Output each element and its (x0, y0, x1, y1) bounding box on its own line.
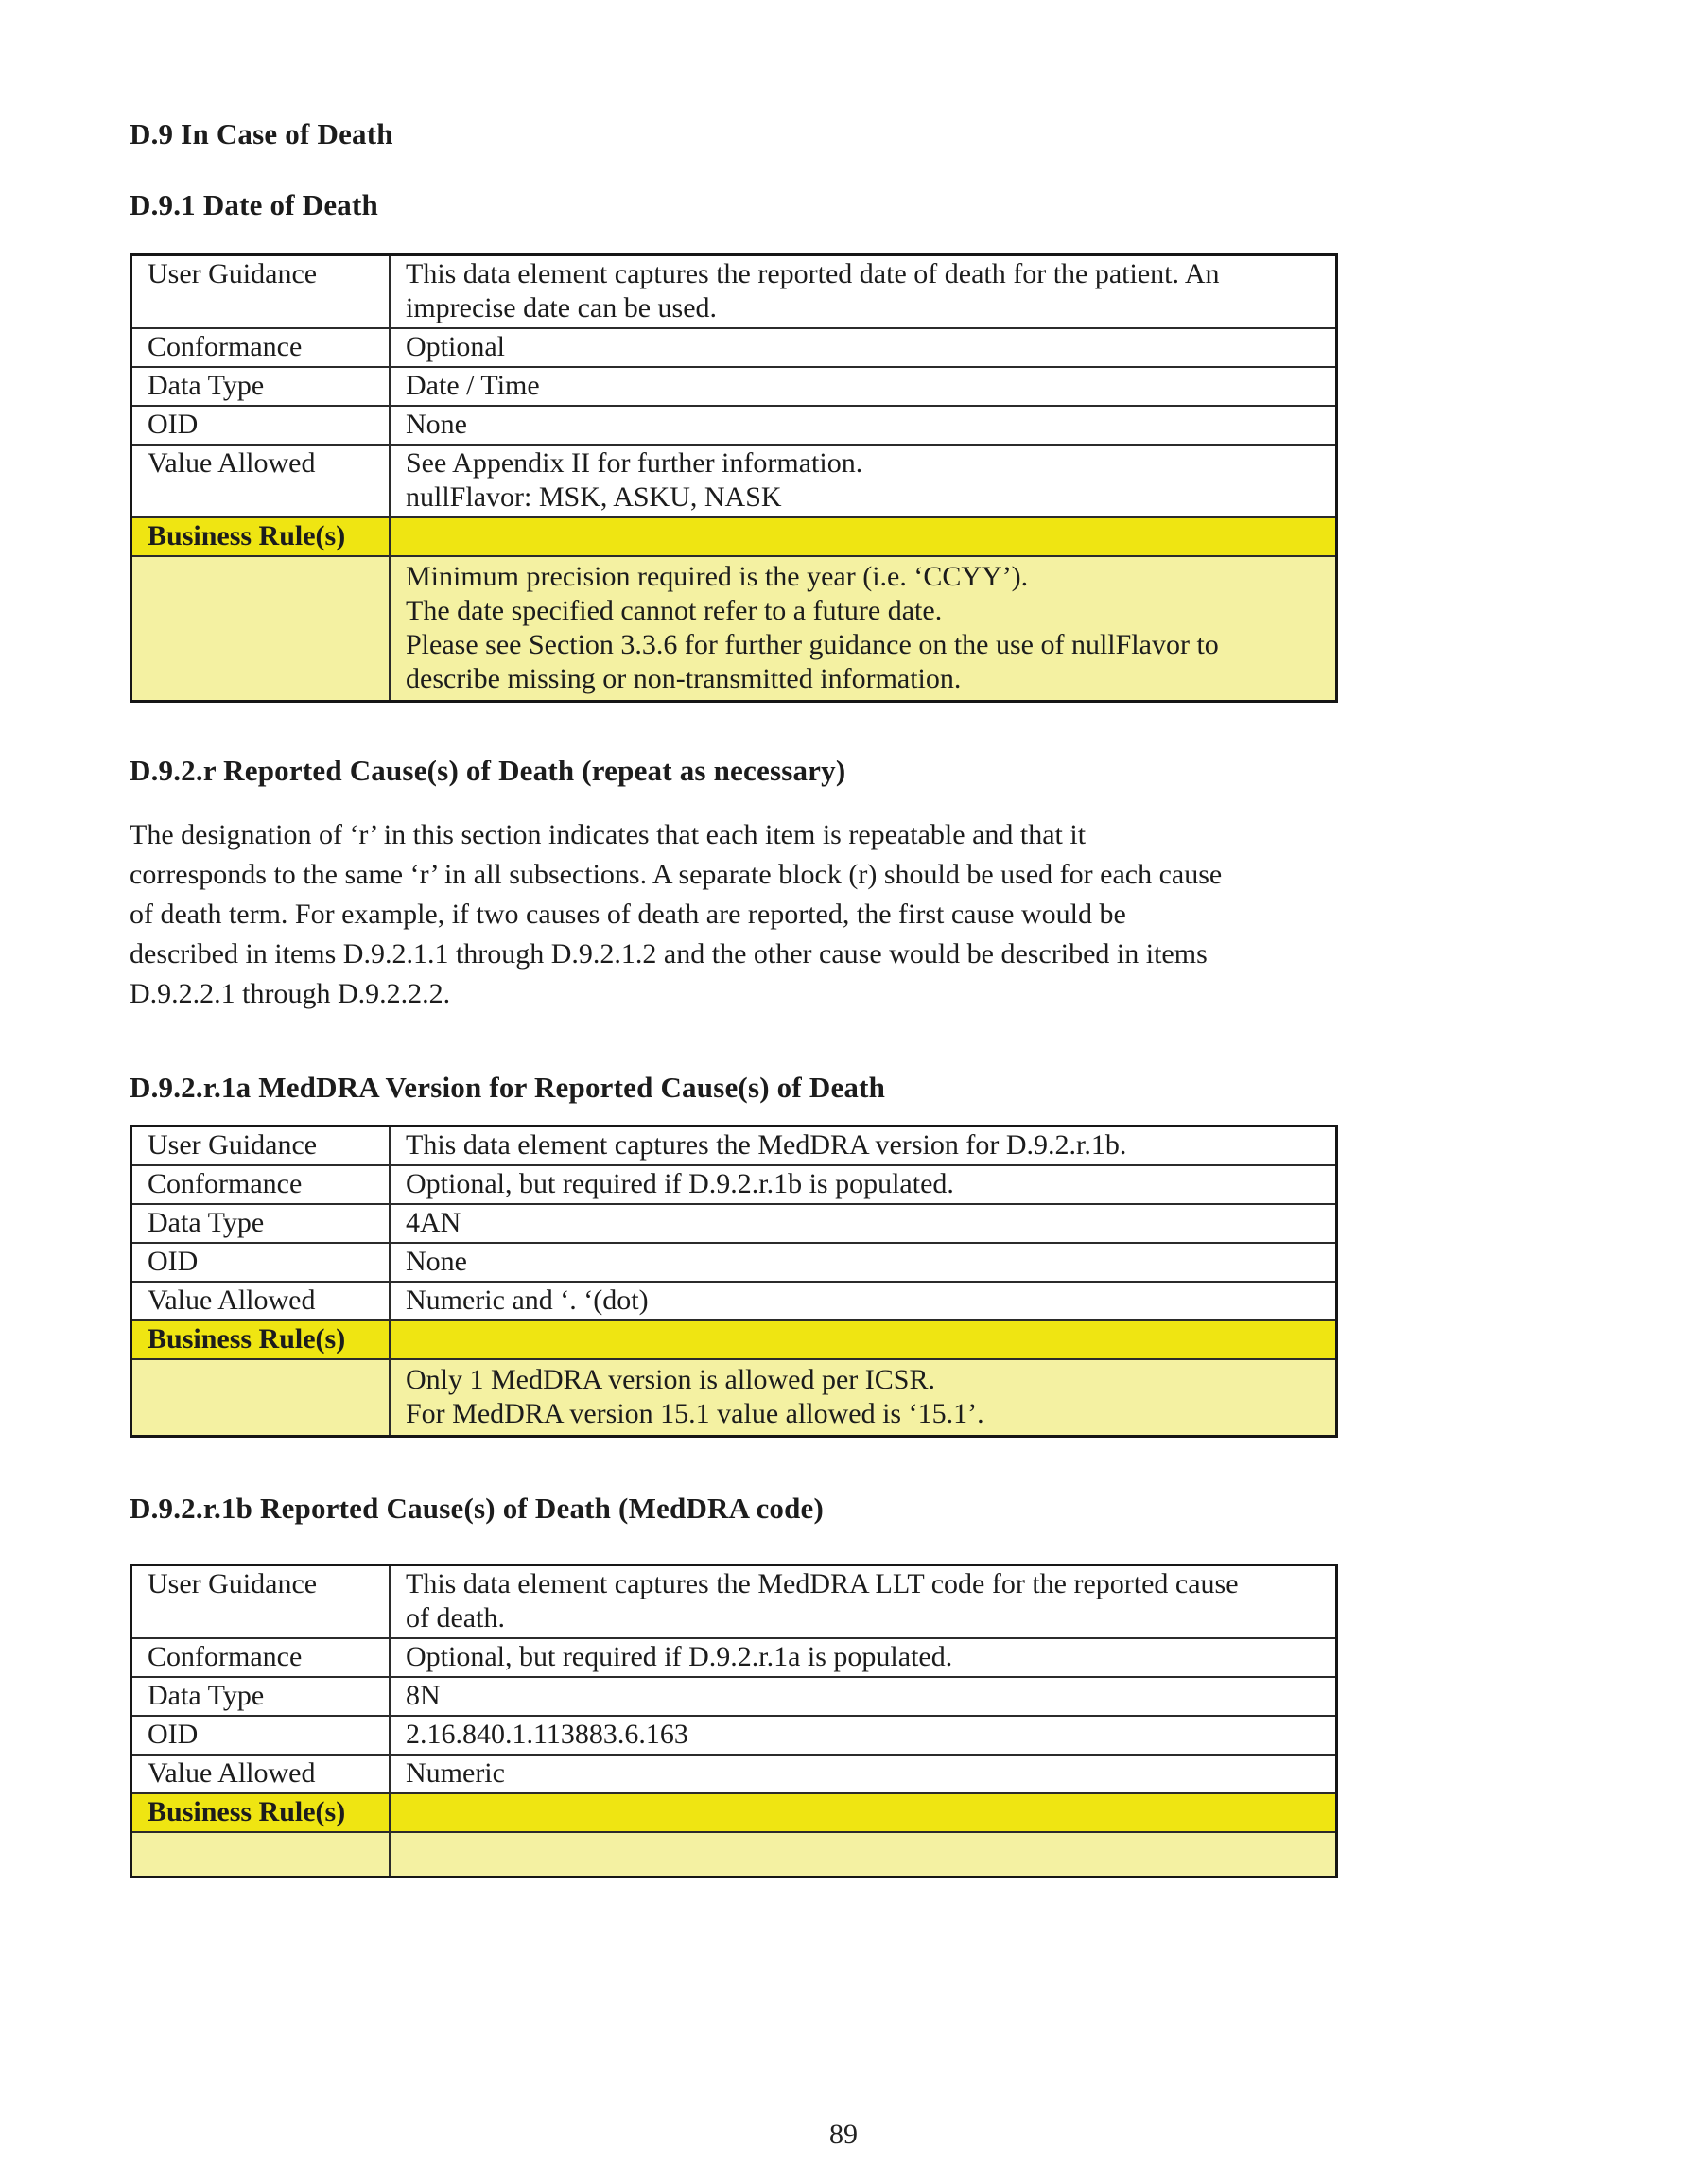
heading-d92r1a-meddra-version: D.9.2.r.1a MedDRA Version for Reported Cause(s) of Death (130, 1071, 886, 1104)
row-label-cell: OID (131, 1716, 391, 1755)
row-label-cell: Conformance (131, 328, 391, 367)
cell-line: This data element captures the MedDRA version for D.9.2.r.1b. (406, 1129, 1127, 1161)
row-value-cell (390, 556, 1337, 702)
heading-d91-date-of-death: D.9.1 Date of Death (130, 188, 378, 221)
row-value-cell (390, 1165, 1337, 1204)
paragraph-line: described in items D.9.2.1.1 through D.9.2.1.2 and the other cause would be described in items (130, 938, 1208, 970)
cell-line: Optional, but required if D.9.2.r.1a is populated. (406, 1641, 953, 1672)
row-value-cell (390, 517, 1337, 556)
row-label-cell (131, 556, 391, 702)
table-row (131, 445, 1337, 517)
row-value-cell (390, 1677, 1337, 1716)
table-row (131, 406, 1337, 445)
table-row (131, 1677, 1337, 1716)
cell-line: See Appendix II for further information. (406, 447, 863, 479)
table-row (131, 1320, 1337, 1359)
row-label-cell: User Guidance (131, 255, 391, 329)
table-row (131, 1204, 1337, 1243)
section-d92r-paragraph (130, 815, 1338, 1014)
cell-line: Optional, but required if D.9.2.r.1b is populated. (406, 1168, 954, 1199)
cell-line: None (406, 1246, 467, 1277)
table-row (131, 1243, 1337, 1282)
row-label-cell: OID (131, 1243, 391, 1282)
row-value-cell (390, 1243, 1337, 1282)
table-d91-date-of-death (130, 253, 1338, 703)
row-label-cell (131, 1359, 391, 1437)
table-row (131, 556, 1337, 702)
row-label-cell: Data Type (131, 367, 391, 406)
table-row (131, 367, 1337, 406)
cell-line: For MedDRA version 15.1 value allowed is ‘15.1’. (406, 1398, 984, 1429)
row-label-cell: Business Rule(s) (131, 517, 391, 556)
row-label-cell: Data Type (131, 1204, 391, 1243)
row-label-cell: Data Type (131, 1677, 391, 1716)
page-number: 89 (829, 2119, 858, 2150)
row-label-cell: User Guidance (131, 1565, 391, 1639)
paragraph-line: The designation of ‘r’ in this section indicates that each item is repeatable and that it (130, 819, 1087, 850)
heading-d92r1b-meddra-code: D.9.2.r.1b Reported Cause(s) of Death (MedDRA code) (130, 1492, 825, 1525)
row-value-cell (390, 1127, 1337, 1166)
cell-line: Numeric and ‘. ‘(dot) (406, 1284, 649, 1316)
row-value-cell (390, 1755, 1337, 1793)
heading-d92r-reported-causes: D.9.2.r Reported Cause(s) of Death (repeat as necessary) (130, 754, 846, 787)
cell-line: The date specified cannot refer to a future date. (406, 595, 943, 626)
table-row (131, 1565, 1337, 1639)
row-label-cell (131, 1832, 391, 1878)
row-value-cell (390, 1204, 1337, 1243)
table-row (131, 255, 1337, 329)
row-label-cell: User Guidance (131, 1127, 391, 1166)
cell-line: 4AN (406, 1207, 461, 1238)
cell-line: Please see Section 3.3.6 for further guidance on the use of nullFlavor to (406, 629, 1219, 660)
paragraph-line: of death term. For example, if two causes of death are reported, the first cause would be (130, 899, 1126, 930)
cell-line: describe missing or non-transmitted information. (406, 663, 962, 694)
row-label-cell: Business Rule(s) (131, 1793, 391, 1832)
row-value-cell (390, 1832, 1337, 1878)
cell-line: nullFlavor: MSK, ASKU, NASK (406, 481, 782, 513)
table-row (131, 1282, 1337, 1320)
row-label-cell: Business Rule(s) (131, 1320, 391, 1359)
paragraph-line: corresponds to the same ‘r’ in all subsections. A separate block (r) should be used for each cause (130, 859, 1223, 890)
table-row (131, 1832, 1337, 1878)
table-d92r1a-meddra-version (130, 1125, 1338, 1438)
row-value-cell (390, 1282, 1337, 1320)
cell-line: This data element captures the reported date of death for the patient. An (406, 258, 1220, 289)
table-row (131, 1638, 1337, 1677)
row-value-cell (390, 1638, 1337, 1677)
row-label-cell: Value Allowed (131, 1282, 391, 1320)
cell-line: None (406, 409, 467, 440)
row-label-cell: Conformance (131, 1638, 391, 1677)
row-value-cell (390, 1359, 1337, 1437)
table-d92r1b-meddra-code (130, 1564, 1338, 1878)
row-label-cell: OID (131, 406, 391, 445)
cell-line: Numeric (406, 1757, 505, 1789)
table-row (131, 1793, 1337, 1832)
cell-line: 8N (406, 1680, 441, 1711)
cell-line: 2.16.840.1.113883.6.163 (406, 1719, 688, 1750)
row-value-cell (390, 1793, 1337, 1832)
cell-line: Only 1 MedDRA version is allowed per ICSR. (406, 1364, 935, 1395)
row-value-cell (390, 1320, 1337, 1359)
table-row (131, 1127, 1337, 1166)
table-row (131, 328, 1337, 367)
row-value-cell (390, 255, 1337, 329)
cell-line: of death. (406, 1602, 505, 1634)
row-value-cell (390, 1565, 1337, 1639)
cell-line: Date / Time (406, 370, 540, 401)
cell-line: Optional (406, 331, 505, 362)
row-label-cell: Value Allowed (131, 1755, 391, 1793)
table-row (131, 1755, 1337, 1793)
table-row (131, 1359, 1337, 1437)
cell-line: This data element captures the MedDRA LLT code for the reported cause (406, 1568, 1239, 1599)
heading-d9-in-case-of-death: D.9 In Case of Death (130, 117, 393, 150)
row-value-cell (390, 445, 1337, 517)
row-value-cell (390, 367, 1337, 406)
row-value-cell (390, 1716, 1337, 1755)
cell-line: imprecise date can be used. (406, 292, 718, 323)
table-row (131, 1165, 1337, 1204)
paragraph-line: D.9.2.2.1 through D.9.2.2.2. (130, 978, 451, 1009)
table-row (131, 517, 1337, 556)
row-label-cell: Value Allowed (131, 445, 391, 517)
row-label-cell: Conformance (131, 1165, 391, 1204)
row-value-cell (390, 406, 1337, 445)
cell-line: Minimum precision required is the year (i.e. ‘CCYY’). (406, 561, 1029, 592)
row-value-cell (390, 328, 1337, 367)
table-row (131, 1716, 1337, 1755)
